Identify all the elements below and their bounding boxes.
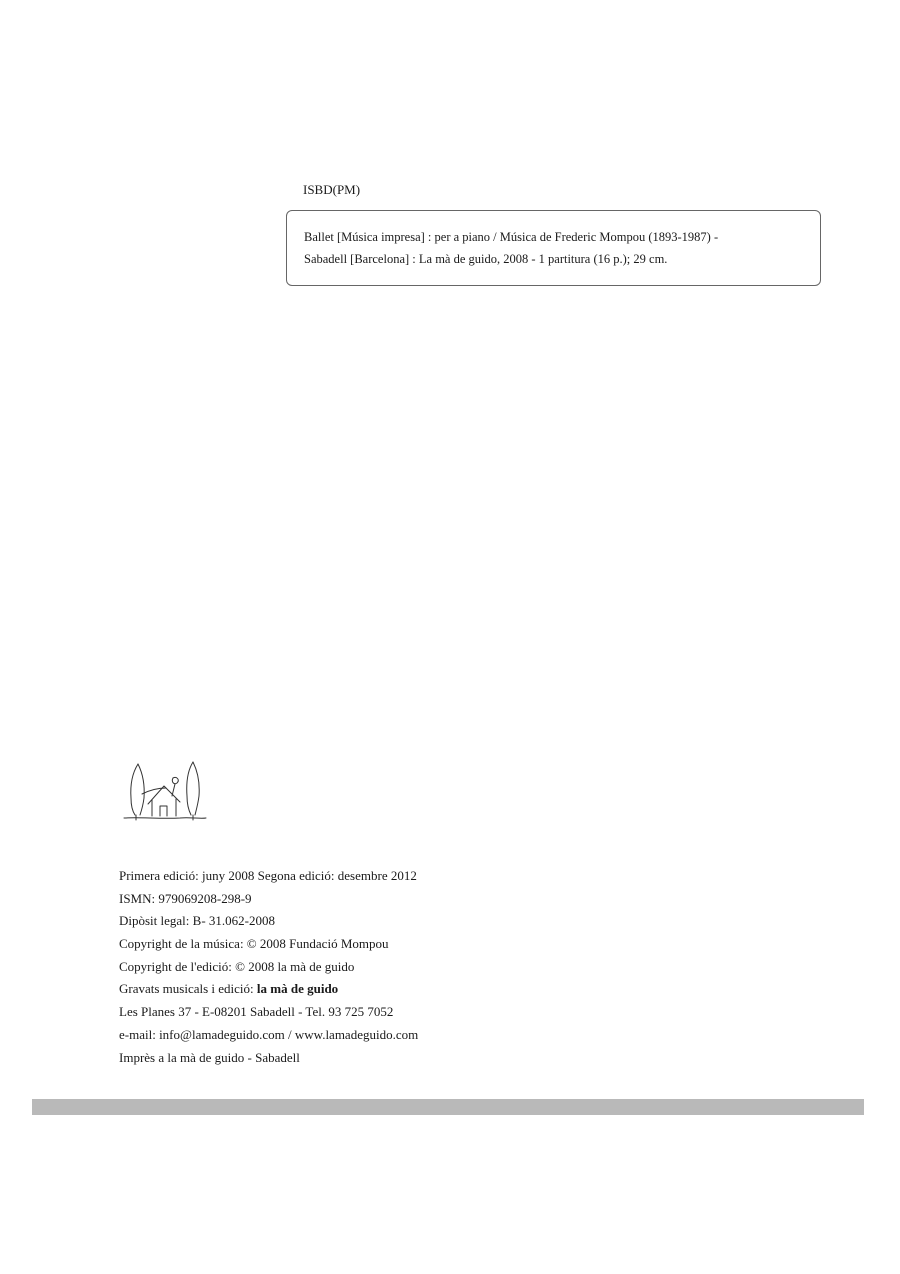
imprint-legal-deposit: Dipòsit legal: B- 31.062-2008	[119, 913, 275, 929]
imprint-block	[119, 867, 418, 1071]
isbd-record-line-2: Sabadell [Barcelona] : La mà de guido, 2008 - 1 partitura (16 p.); 29 cm.	[304, 252, 668, 266]
imprint-ismn: ISMN: 979069208-298-9	[119, 890, 252, 906]
imprint-copyright-music: Copyright de la música: © 2008 Fundació Mompou	[119, 936, 389, 952]
imprint-copyright-edition: Copyright de l'edició: © 2008 la mà de guido	[119, 958, 355, 974]
imprint-address: Les Planes 37 - E-08201 Sabadell - Tel. 93 725 7052	[119, 1004, 394, 1020]
imprint-engraving-name: la mà de guido	[256, 981, 339, 997]
isbd-record-box	[286, 210, 821, 286]
imprint-engraving	[119, 980, 418, 1003]
isbd-label: ISBD(PM)	[303, 182, 361, 197]
imprint-contact: e-mail: info@lamadeguido.com / www.lamadeguido.com	[119, 1026, 419, 1042]
imprint-edition: Primera edició: juny 2008 Segona edició: desembre 2012	[119, 868, 417, 883]
staff-lines-rule	[32, 1099, 864, 1116]
imprint-engraving-prefix: Gravats musicals i edició:	[119, 981, 257, 997]
imprint-printed: Imprès a la mà de guido - Sabadell	[119, 1049, 300, 1065]
publisher-logo-sketch-icon	[120, 758, 210, 822]
isbd-record-line-1: Ballet [Música impresa] : per a piano / Música de Frederic Mompou (1893-1987) -	[304, 230, 719, 244]
